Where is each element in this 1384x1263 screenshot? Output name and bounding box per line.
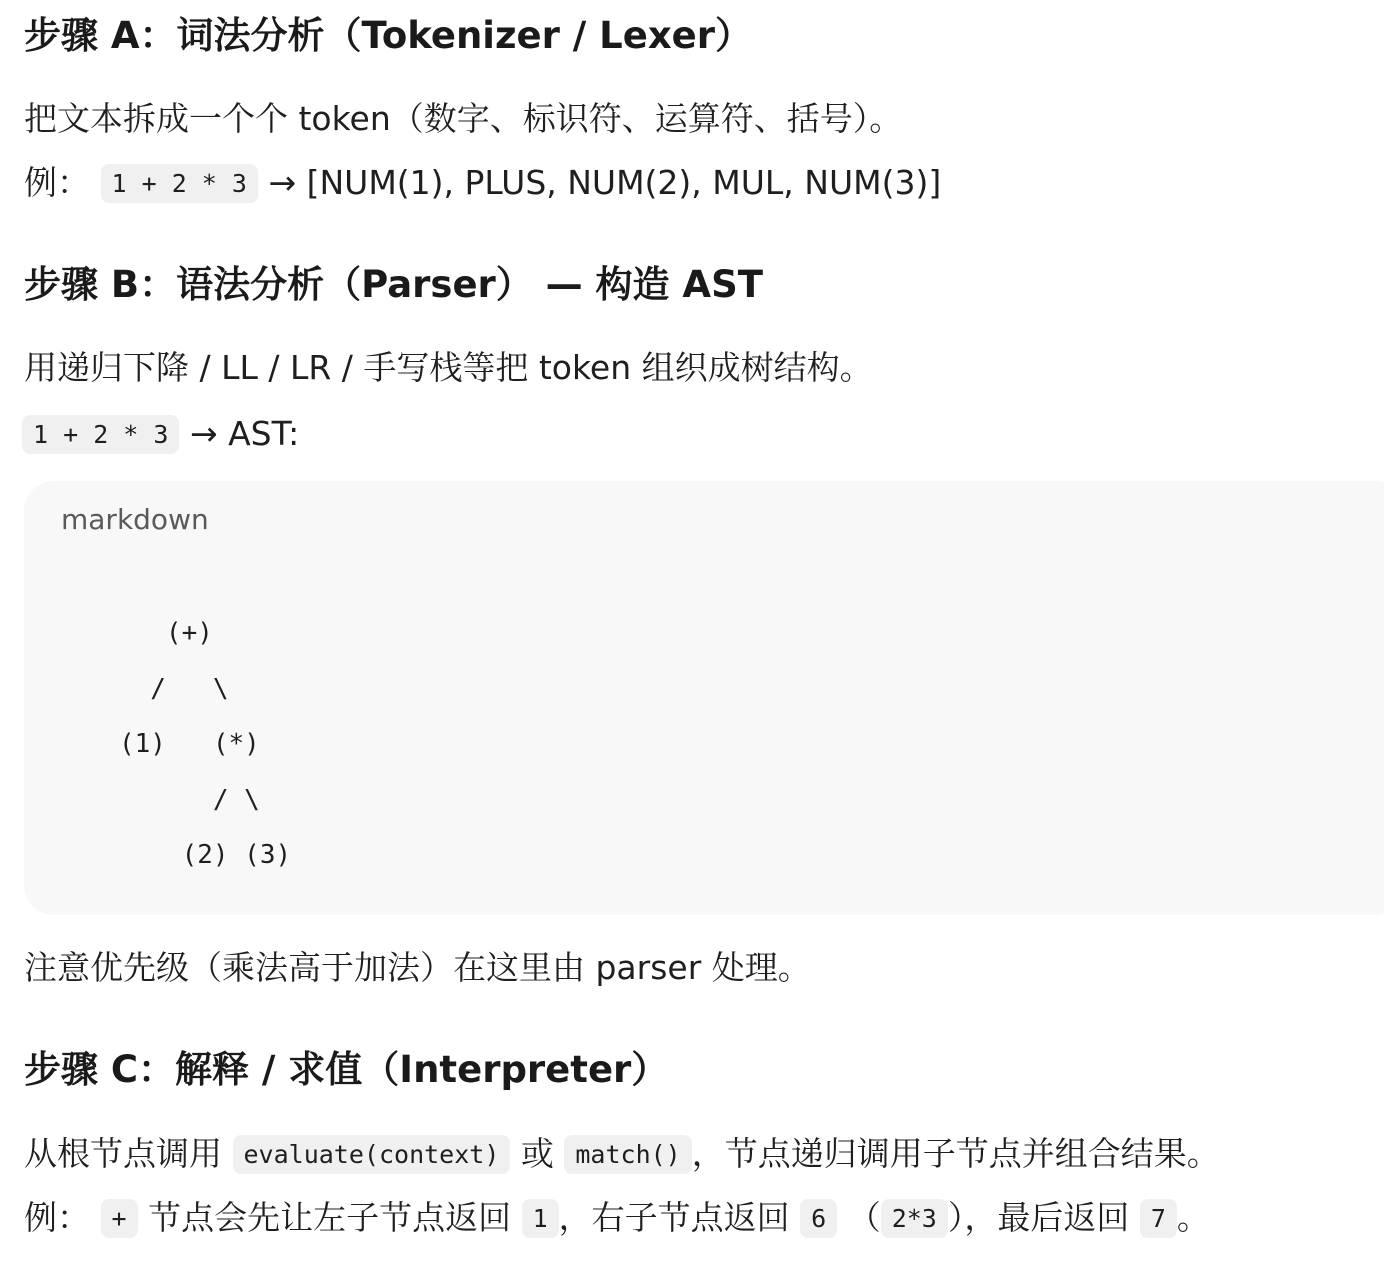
inline-code-value: 7 [1140, 1199, 1177, 1238]
inline-code-plus: + [101, 1199, 138, 1238]
step-b-description: 用递归下降 / LL / LR / 手写栈等把 token 组织成树结构。 [24, 348, 873, 387]
step-c-line-2 [24, 1196, 1210, 1241]
text-segment: ），最后返回 [947, 1198, 1130, 1237]
inline-code-value: 1 [522, 1199, 559, 1238]
example-result: → [NUM(1), PLUS, NUM(2), MUL, NUM(3)] [268, 163, 942, 202]
text-segment: 或 [520, 1134, 554, 1173]
step-a-description: 把文本拆成一个个 token（数字、标识符、运算符、括号）。 [24, 99, 903, 138]
inline-code-expression: 2*3 [881, 1199, 948, 1238]
inline-code: 1 + 2 * 3 [22, 415, 179, 454]
step-b-heading: 步骤 B：语法分析（Parser） — 构造 AST [24, 263, 763, 306]
text-segment: 节点会先让左子节点返回 [148, 1198, 512, 1237]
inline-code: 1 + 2 * 3 [101, 164, 258, 203]
step-c-line-1 [24, 1132, 1220, 1177]
step-a-example [24, 161, 941, 206]
example-prefix: 例： [24, 163, 90, 202]
step-c-heading: 步骤 C：解释 / 求值（Interpreter） [24, 1048, 669, 1091]
step-a-heading: 步骤 A：词法分析（Tokenizer / Lexer） [24, 14, 753, 57]
code-content[interactable]: (+) / \ (1) (*) / \ (2) (3) [118, 618, 292, 870]
inline-code-match: match() [564, 1135, 691, 1174]
step-b-example [24, 412, 299, 457]
code-block[interactable] [24, 481, 1384, 915]
example-prefix: 例： [24, 1198, 90, 1237]
inline-code-value: 6 [800, 1199, 837, 1238]
text-segment: 从根节点调用 [24, 1134, 222, 1173]
inline-code-evaluate: evaluate(context) [233, 1135, 511, 1174]
code-language-label: markdown [61, 503, 209, 536]
text-segment: ，右子节点返回 [558, 1198, 790, 1237]
example-result: → AST: [189, 414, 300, 453]
step-b-note: 注意优先级（乘法高于加法）在这里由 parser 处理。 [24, 948, 811, 987]
text-segment: （ [847, 1198, 881, 1237]
text-segment: ，节点递归调用子节点并组合结果。 [691, 1134, 1220, 1173]
text-segment: 。 [1176, 1198, 1210, 1237]
